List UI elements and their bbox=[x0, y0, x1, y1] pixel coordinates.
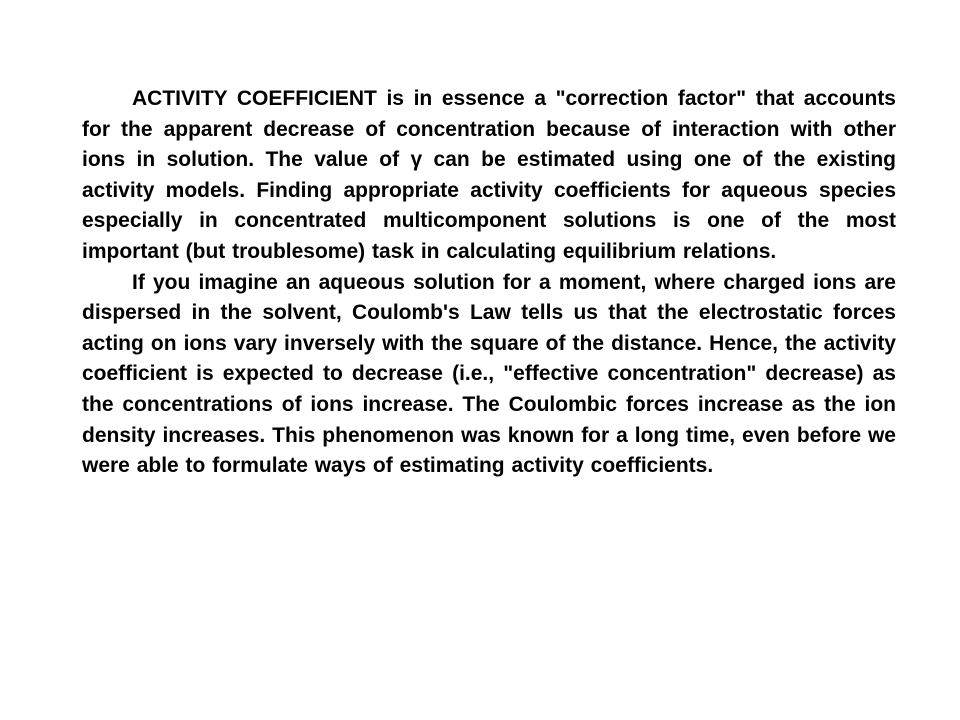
paragraph-coulomb-law: If you imagine an aqueous solution for a moment, where charged ions are dispersed in the solvent, Coulomb's Law tells us that the electrostatic forces acting on ions vary inversely with the square of the distance. Hence, the activity coefficient is expected to decrease (i.e., "effective concentration" decrease) as the concentrations of ions increase. The Coulombic forces increase as the ion density increases. This phenomenon was known for a long time, even before we were able to formulate ways of estimating activity coefficients. bbox=[82, 270, 896, 478]
paragraph-activity-coefficient: ACTIVITY COEFFICIENT is in essence a "correction factor" that accounts for the apparent decrease of concentration because of interaction with other ions in solution. The value of γ can be estimated using one of the existing activity models. Finding appropriate activity coefficients for aqueous species especially in concentrated multicomponent solutions is one of the most important (but troublesome) task in calculating equilibrium relations. bbox=[82, 87, 896, 263]
body-text bbox=[82, 84, 896, 482]
